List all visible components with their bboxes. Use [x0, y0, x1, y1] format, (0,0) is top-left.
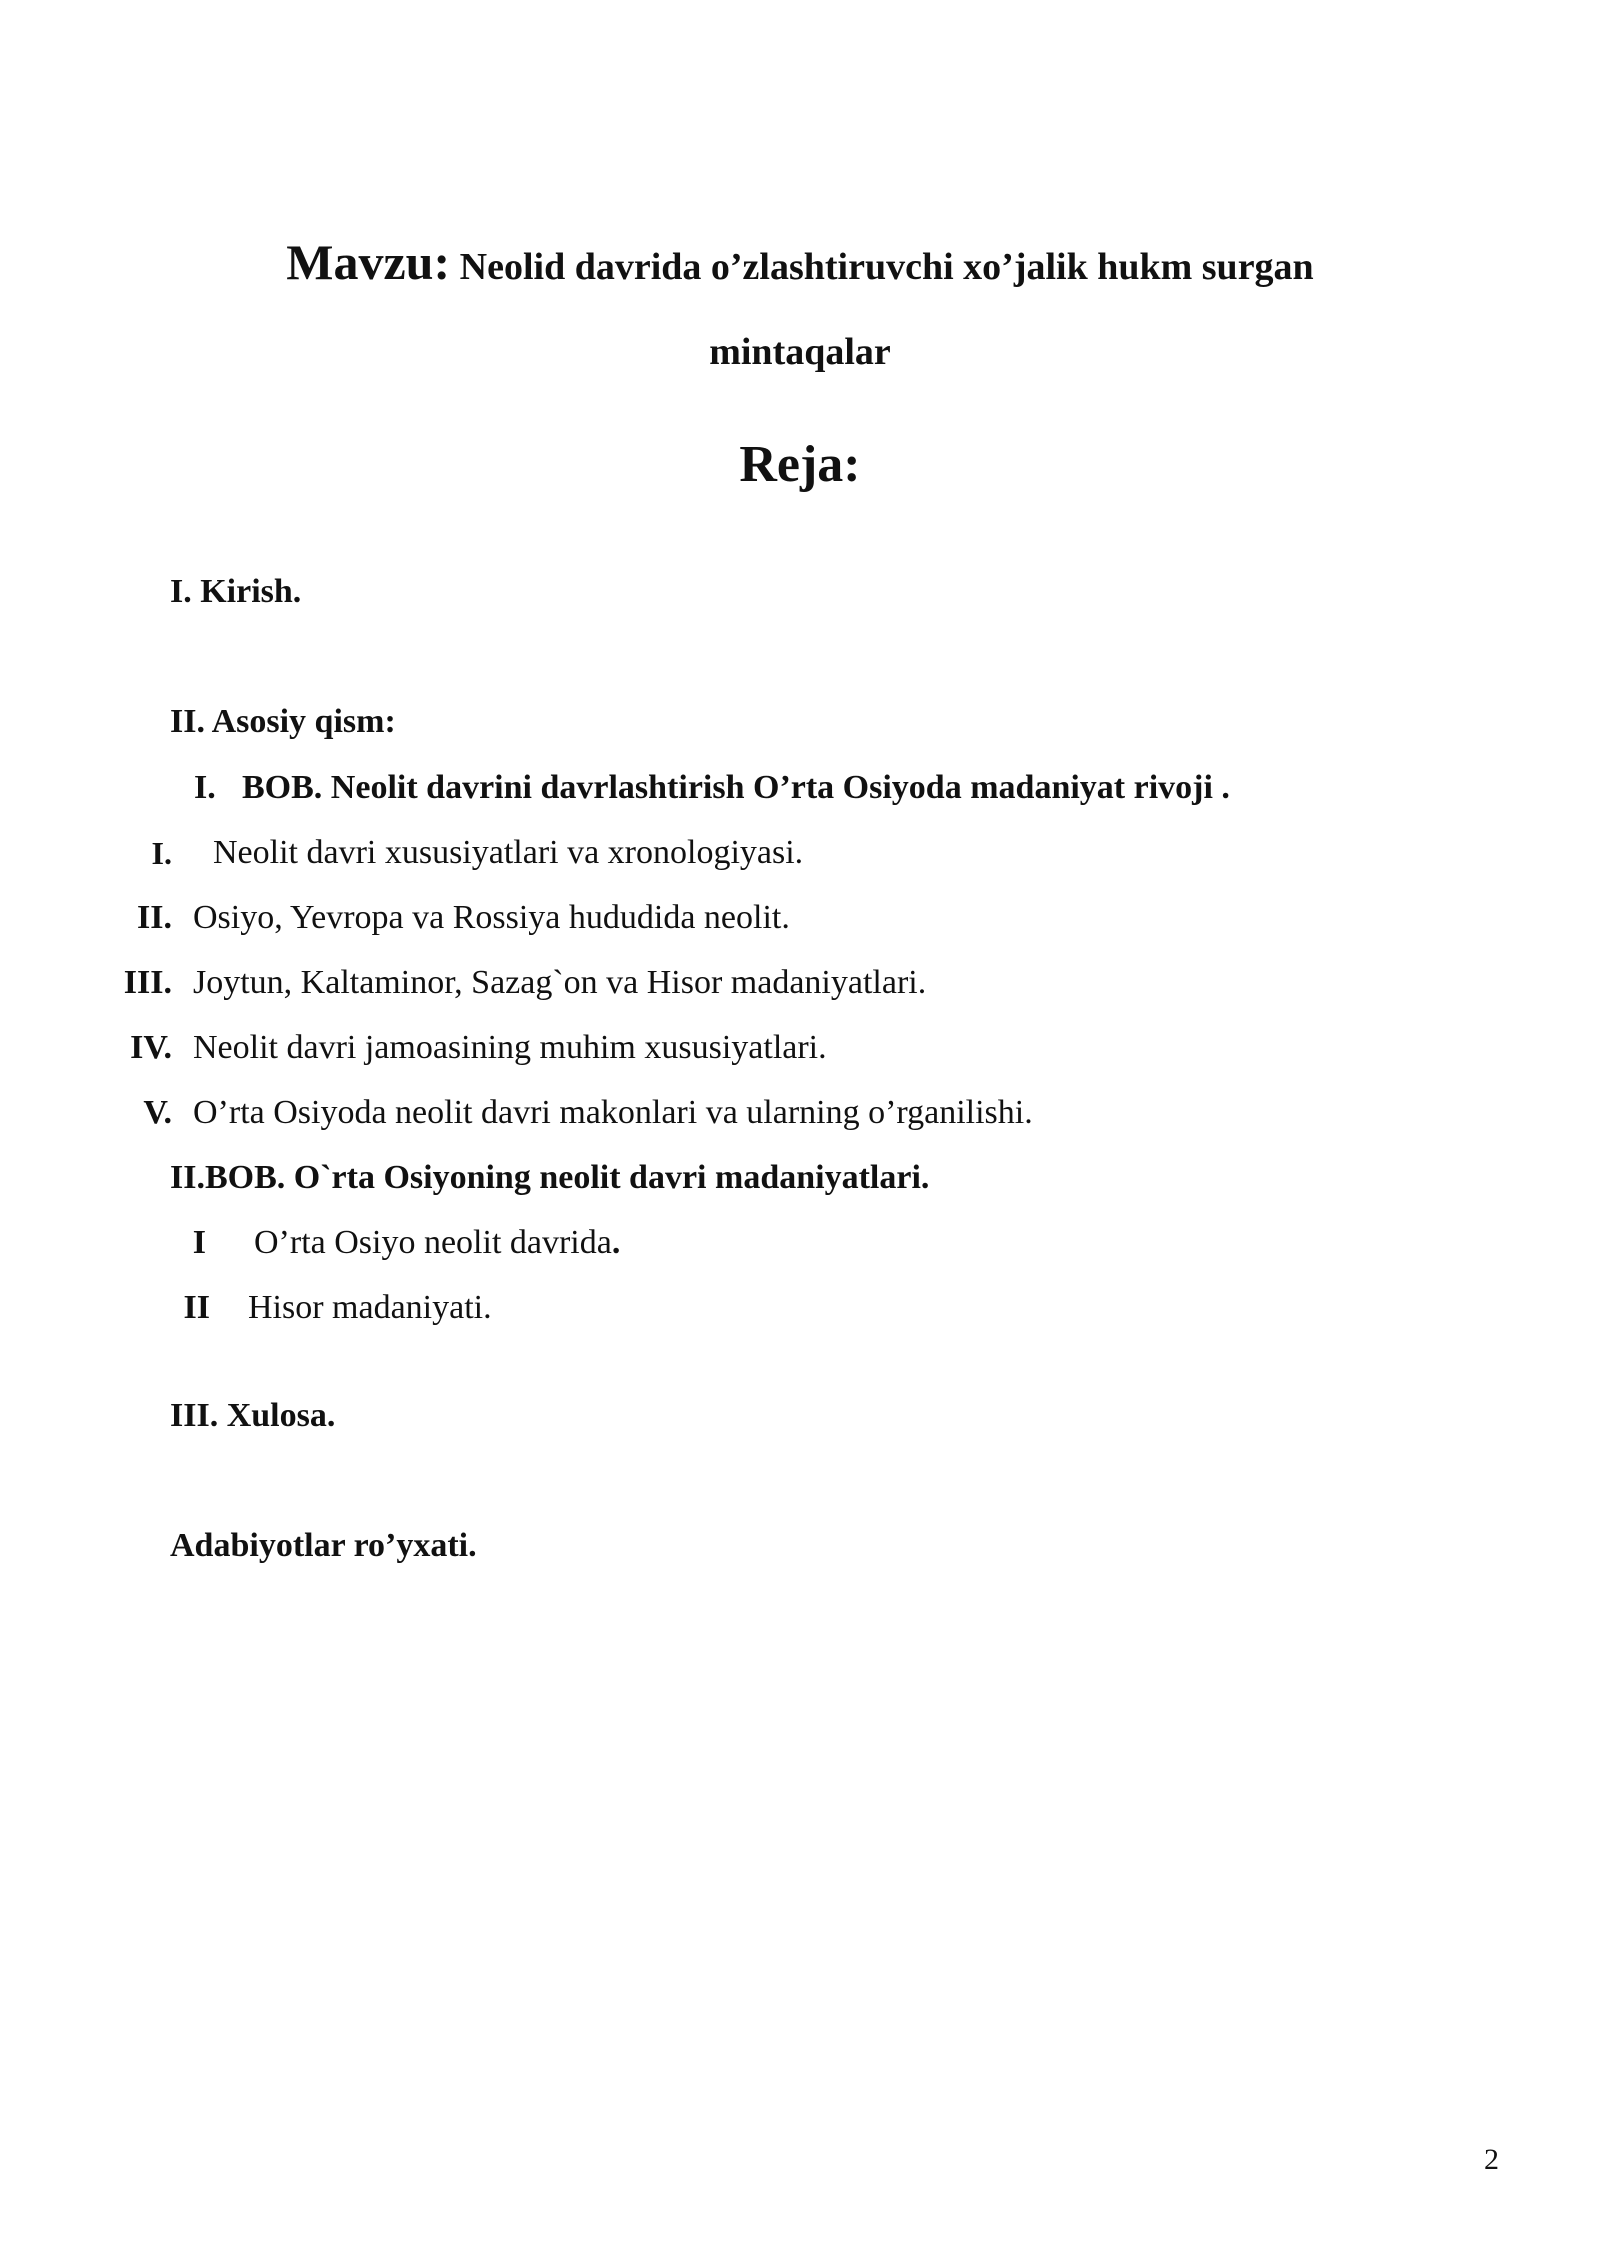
list-item — [100, 961, 1300, 1005]
list-item-number: V. — [143, 1094, 172, 1131]
list-item-text: Neolit davri jamoasining muhim xususiyatlari. — [193, 1029, 827, 1066]
list-item-number: III. — [123, 964, 172, 1001]
list-item — [100, 831, 1300, 875]
list-item-text: O’rta Osiyo neolit davrida — [254, 1224, 612, 1261]
list-item-text: Joytun, Kaltaminor, Sazag`on va Hisor madaniyatlari. — [193, 964, 927, 1001]
plan-heading: Reja: — [739, 436, 861, 493]
list-item — [100, 1091, 1300, 1135]
list-item-number: I. — [151, 835, 172, 871]
list-item-text: Osiyo, Yevropa va Rossiya hududida neolit. — [193, 899, 790, 936]
topic-text-line1: Neolid davrida o’zlashtiruvchi xo’jalik hukm surgan — [459, 246, 1314, 288]
list-item — [170, 1221, 1370, 1265]
list-item-number: I — [192, 1224, 206, 1261]
topic-text-line2: mintaqalar — [709, 331, 891, 373]
list-item — [100, 1026, 1300, 1070]
chapter2-heading: II.BOB. O`rta Osiyoning neolit davri madaniyatlari. — [170, 1159, 930, 1196]
topic-title — [0, 232, 1600, 297]
list-item-number: II. — [137, 899, 172, 936]
list-item-number: II — [183, 1289, 210, 1326]
list-item — [100, 896, 1300, 940]
list-item-number: IV. — [130, 1029, 172, 1066]
list-item-trailing: . — [611, 1224, 621, 1261]
list-item-text: Neolit davri xususiyatlari va xronologiyasi. — [213, 834, 804, 871]
plan-intro: I. Kirish. — [170, 573, 302, 610]
plan-conclusion: III. Xulosa. — [170, 1397, 336, 1434]
list-item-text: O’rta Osiyoda neolit davri makonlari va ularning o’rganilishi. — [193, 1094, 1033, 1131]
chapter1-number: I. — [194, 769, 216, 806]
page-number: 2 — [1484, 2143, 1499, 2176]
chapter1-title: BOB. Neolit davrini davrlashtirish O’rta Osiyoda madaniyat rivoji . — [242, 769, 1230, 806]
plan-main-part: II. Asosiy qism: — [170, 703, 396, 740]
chapter1-heading — [194, 766, 1394, 810]
topic-label: Mavzu: — [286, 234, 451, 290]
list-item-text: Hisor madaniyati. — [248, 1289, 492, 1326]
plan-references: Adabiyotlar ro’yxati. — [170, 1527, 477, 1564]
list-item — [170, 1286, 1370, 1330]
